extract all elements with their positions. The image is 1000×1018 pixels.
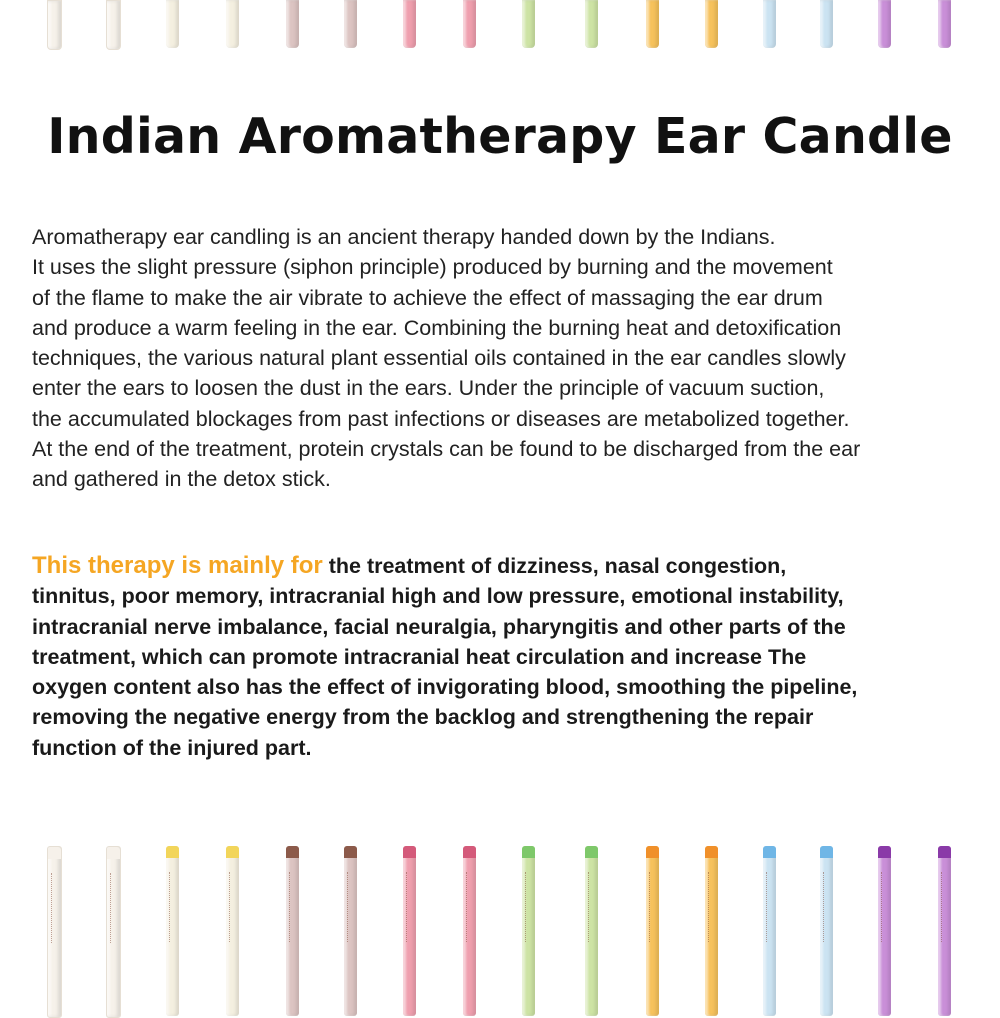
ear-candle-stick bbox=[646, 846, 659, 1016]
ear-candle-tip bbox=[166, 846, 179, 858]
therapy-first-line-rest: the treatment of dizziness, nasal congestion, bbox=[322, 554, 787, 578]
ear-candle-print bbox=[229, 872, 237, 942]
ear-candle-print bbox=[941, 872, 949, 942]
ear-candle-stick bbox=[166, 846, 179, 1016]
therapy-line: tinnitus, poor memory, intracranial high and low pressure, emotional instability, bbox=[32, 584, 844, 609]
ear-candle-stick bbox=[403, 0, 416, 48]
therapy-line: intracranial nerve imbalance, facial neuralgia, pharyngitis and other parts of the bbox=[32, 614, 846, 639]
top-candle-row bbox=[0, 0, 1000, 52]
ear-candle-stick bbox=[463, 0, 476, 48]
ear-candle-stick bbox=[938, 0, 951, 48]
ear-candle-tip bbox=[286, 846, 299, 858]
ear-candle-stick bbox=[878, 846, 891, 1016]
ear-candle-tip bbox=[344, 846, 357, 858]
ear-candle-print bbox=[588, 872, 596, 942]
description-line: At the end of the treatment, protein crystals can be found to be discharged from the ear bbox=[32, 437, 861, 462]
ear-candle-print bbox=[881, 872, 889, 942]
therapy-lead: This therapy is mainly for bbox=[32, 552, 323, 579]
therapy-line: oxygen content also has the effect of invigorating blood, smoothing the pipeline, bbox=[32, 675, 858, 700]
ear-candle-tip bbox=[938, 846, 951, 858]
ear-candle-tip bbox=[48, 847, 61, 859]
ear-candle-stick bbox=[286, 0, 299, 48]
description-line: of the flame to make the air vibrate to achieve the effect of massaging the ear drum bbox=[32, 285, 823, 310]
ear-candle-tip bbox=[403, 846, 416, 858]
ear-candle-stick bbox=[878, 0, 891, 48]
ear-candle-print bbox=[289, 872, 297, 942]
ear-candle-tip bbox=[878, 846, 891, 858]
ear-candle-print bbox=[347, 872, 355, 942]
ear-candle-print bbox=[466, 872, 474, 942]
ear-candle-stick bbox=[47, 846, 62, 1018]
therapy-line: function of the injured part. bbox=[32, 735, 312, 760]
ear-candle-stick bbox=[106, 846, 121, 1018]
ear-candle-tip bbox=[522, 846, 535, 858]
ear-candle-stick bbox=[344, 0, 357, 48]
bottom-candle-row bbox=[0, 838, 1000, 1000]
ear-candle-tip bbox=[107, 847, 120, 859]
therapy-line: removing the negative energy from the backlog and strengthening the repair bbox=[32, 705, 814, 730]
ear-candle-print bbox=[823, 872, 831, 942]
therapy-line: treatment, which can promote intracranial heat circulation and increase The bbox=[32, 644, 807, 669]
ear-candle-print bbox=[406, 872, 414, 942]
ear-candle-print bbox=[766, 872, 774, 942]
ear-candle-stick bbox=[820, 0, 833, 48]
ear-candle-stick bbox=[226, 846, 239, 1016]
page-title: Indian Aromatherapy Ear Candle bbox=[47, 108, 953, 165]
ear-candle-stick bbox=[938, 846, 951, 1016]
description-line: techniques, the various natural plant essential oils contained in the ear candles slowly bbox=[32, 346, 846, 371]
ear-candle-print bbox=[649, 872, 657, 942]
ear-candle-tip bbox=[585, 846, 598, 858]
ear-candle-print bbox=[169, 872, 177, 942]
ear-candle-tip bbox=[226, 846, 239, 858]
ear-candle-tip bbox=[763, 846, 776, 858]
description-paragraph bbox=[32, 222, 982, 495]
ear-candle-stick bbox=[166, 0, 179, 48]
ear-candle-stick bbox=[705, 0, 718, 48]
ear-candle-stick bbox=[763, 0, 776, 48]
ear-candle-stick bbox=[463, 846, 476, 1016]
ear-candle-stick bbox=[522, 0, 535, 48]
ear-candle-tip bbox=[705, 846, 718, 858]
ear-candle-stick bbox=[106, 0, 121, 50]
description-line: and produce a warm feeling in the ear. Combining the burning heat and detoxification bbox=[32, 315, 842, 340]
description-line: the accumulated blockages from past infections or diseases are metabolized together. bbox=[32, 406, 850, 431]
ear-candle-stick bbox=[522, 846, 535, 1016]
ear-candle-stick bbox=[820, 846, 833, 1016]
therapy-first-line bbox=[32, 551, 982, 581]
ear-candle-print bbox=[525, 872, 533, 942]
ear-candle-stick bbox=[705, 846, 718, 1016]
ear-candle-stick bbox=[47, 0, 62, 50]
description-line: and gathered in the detox stick. bbox=[32, 467, 331, 492]
ear-candle-stick bbox=[403, 846, 416, 1016]
description-line: It uses the slight pressure (siphon principle) produced by burning and the movement bbox=[32, 255, 833, 280]
ear-candle-print bbox=[51, 873, 59, 943]
ear-candle-tip bbox=[463, 846, 476, 858]
ear-candle-stick bbox=[585, 846, 598, 1016]
ear-candle-stick bbox=[585, 0, 598, 48]
description-line: enter the ears to loosen the dust in the ears. Under the principle of vacuum suction, bbox=[32, 376, 825, 401]
therapy-paragraph bbox=[32, 551, 982, 763]
ear-candle-stick bbox=[763, 846, 776, 1016]
ear-candle-stick bbox=[344, 846, 357, 1016]
ear-candle-tip bbox=[646, 846, 659, 858]
description-line: Aromatherapy ear candling is an ancient therapy handed down by the Indians. bbox=[32, 225, 776, 249]
ear-candle-tip bbox=[820, 846, 833, 858]
ear-candle-print bbox=[708, 872, 716, 942]
ear-candle-stick bbox=[286, 846, 299, 1016]
ear-candle-stick bbox=[226, 0, 239, 48]
ear-candle-print bbox=[110, 873, 118, 943]
ear-candle-stick bbox=[646, 0, 659, 48]
